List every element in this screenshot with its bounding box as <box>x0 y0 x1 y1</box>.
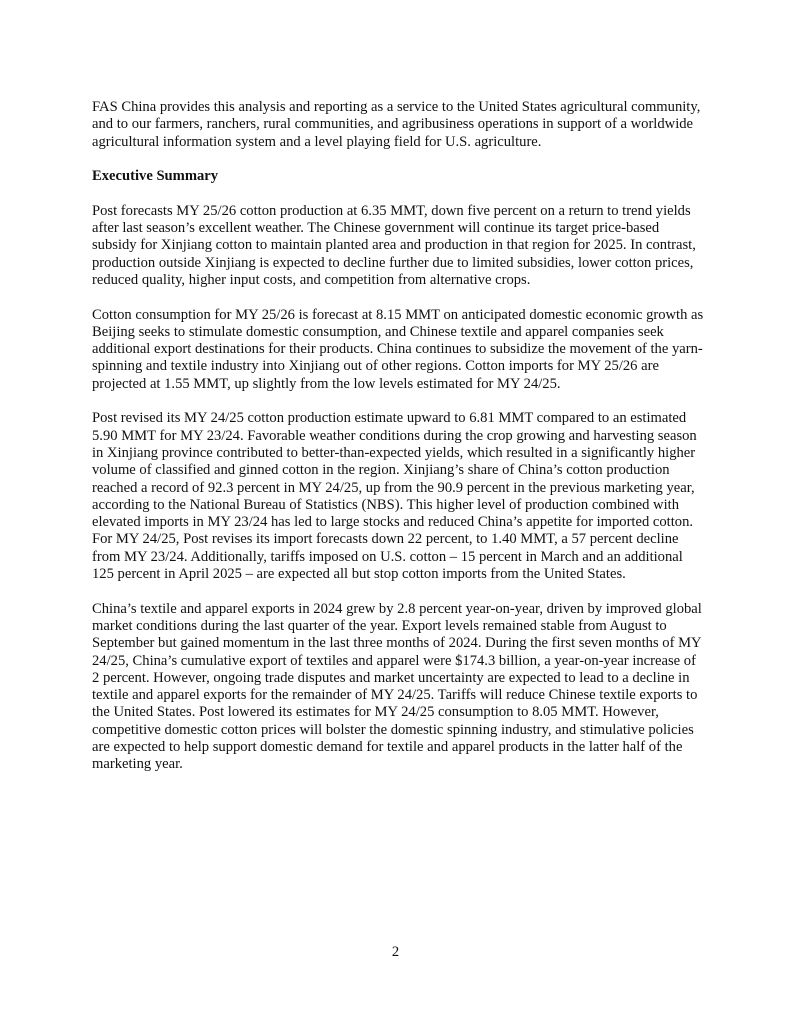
summary-paragraph-production: Post forecasts MY 25/26 cotton production at 6.35 MMT, down five percent on a return to trend yields after last season’s excellent weather. The Chinese government will continue its target price-based subsidy for Xinjiang cotton to maintain planted area and production in that region for 2025. In contrast, production outside Xinjiang is expected to decline further due to limited subsidies, lower cotton prices, reduced quality, higher input costs, and competition from alternative crops. <box>92 202 696 288</box>
document-body <box>92 99 704 791</box>
summary-paragraph-revised-estimate: Post revised its MY 24/25 cotton production estimate upward to 6.81 MMT compared to an estimated 5.90 MMT for MY 23/24. Favorable weather conditions during the crop growing and harvesting season in Xinjiang province contributed to better-than-expected yields, which resulted in a significantly higher volume of classified and ginned cotton in the region. Xinjiang’s share of China’s cotton production reached a record of 92.3 percent in MY 24/25, up from the 90.9 percent in the previous marketing year, according to the National Bureau of Statistics (NBS). This higher level of production combined with elevated imports in MY 23/24 has led to large stocks and reduced China’s appetite for imported cotton. For MY 24/25, Post revises its import forecasts down 22 percent, to 1.40 MMT, a 57 percent decline from MY 23/24. Additionally, tariffs imposed on U.S. cotton – 15 percent in March and an additional 125 percent in April 2025 – are expected all but stop cotton imports from the United States. <box>92 410 697 583</box>
intro-paragraph: FAS China provides this analysis and reporting as a service to the United States agricultural community, and to our farmers, ranchers, rural communities, and agribusiness operations in support of a worldwide agricultural information system and a level playing field for U.S. agriculture. <box>92 99 701 150</box>
section-heading: Executive Summary <box>92 168 219 185</box>
page-number: 2 <box>391 944 400 960</box>
summary-paragraph-consumption: Cotton consumption for MY 25/26 is forecast at 8.15 MMT on anticipated domestic economic growth as Beijing seeks to stimulate domestic consumption, and Chinese textile and apparel companies seek additional export destinations for their products. China continues to subsidize the movement of the yarn-spinning and textile industry into Xinjiang out of other regions. Cotton imports for MY 25/26 are projected at 1.55 MMT, up slightly from the low levels estimated for MY 24/25. <box>92 306 704 392</box>
summary-paragraph-exports: China’s textile and apparel exports in 2024 grew by 2.8 percent year-on-year, driven by improved global market conditions during the last quarter of the year. Export levels remained stable from August to September but gained momentum in the last three months of 2024. During the first seven months of MY 24/25, China’s cumulative export of textiles and apparel were $174.3 billion, a year-on-year increase of 2 percent. However, ongoing trade disputes and market uncertainty are expected to lead to a decline in textile and apparel exports for the remainder of MY 24/25. Tariffs will reduce Chinese textile exports to the United States. Post lowered its estimates for MY 24/25 consumption to 8.05 MMT. However, competitive domestic cotton prices will bolster the domestic spinning industry, and stimulative policies are expected to help support domestic demand for textile and apparel products in the latter half of the marketing year. <box>92 600 702 773</box>
